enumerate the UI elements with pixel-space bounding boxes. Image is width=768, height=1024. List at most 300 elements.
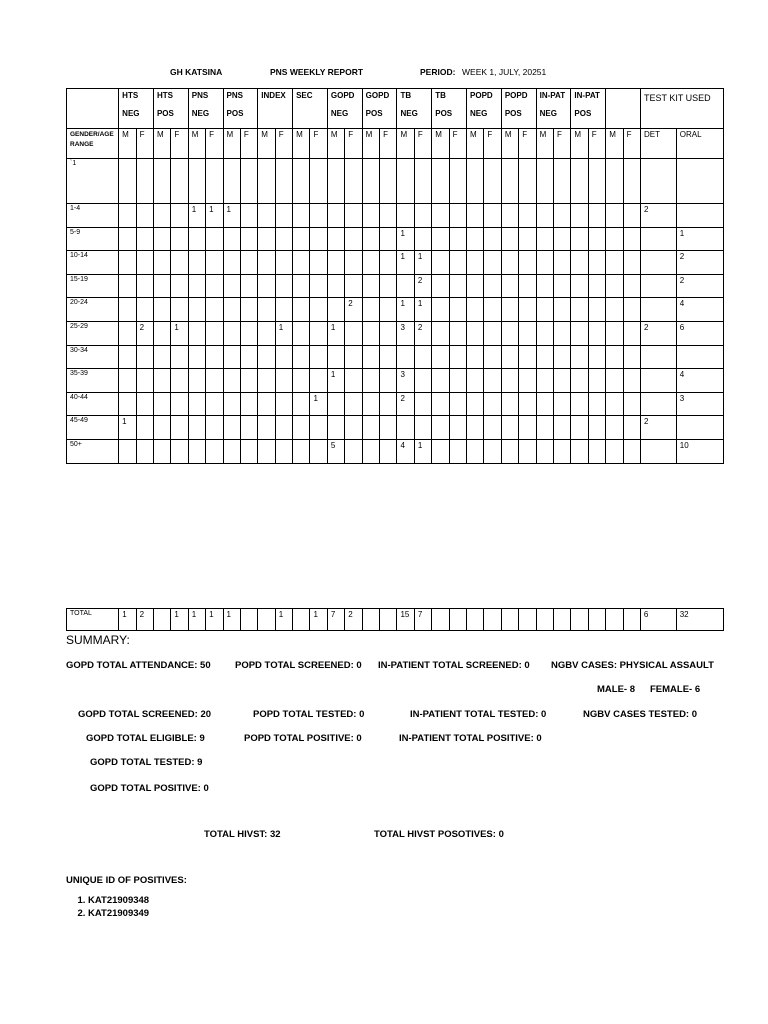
- count-cell: [223, 159, 240, 204]
- age-range-label: 35-39: [67, 369, 119, 393]
- count-cell: [606, 275, 623, 298]
- count-cell: [293, 346, 310, 369]
- count-cell: [119, 228, 136, 251]
- count-cell: [536, 298, 553, 322]
- gopd-positive: GOPD TOTAL POSITIVE: 0: [90, 783, 209, 794]
- count-cell: [153, 228, 170, 251]
- count-cell: 3: [397, 369, 414, 393]
- count-cell: [171, 159, 188, 204]
- count-cell: [327, 251, 344, 275]
- count-cell: [432, 369, 449, 393]
- count-cell: [623, 369, 640, 393]
- count-cell: [345, 322, 362, 346]
- oral-cell: 1: [676, 228, 723, 251]
- count-cell: [380, 275, 397, 298]
- count-cell: 2: [414, 322, 431, 346]
- count-cell: [240, 251, 257, 275]
- total-cell: 15: [397, 609, 414, 631]
- group-header-bottom: POS: [226, 109, 244, 118]
- count-cell: [588, 440, 605, 464]
- count-cell: [554, 204, 571, 228]
- count-cell: [501, 393, 518, 416]
- count-cell: [588, 369, 605, 393]
- count-cell: [327, 228, 344, 251]
- total-cell: 1: [310, 609, 327, 631]
- count-cell: [362, 346, 379, 369]
- group-header-bottom: NEG: [122, 109, 140, 118]
- count-cell: [258, 275, 275, 298]
- count-cell: [467, 393, 484, 416]
- det-header: DET: [640, 129, 676, 159]
- count-cell: [519, 298, 536, 322]
- count-cell: [449, 416, 466, 440]
- count-cell: [119, 298, 136, 322]
- count-cell: [432, 393, 449, 416]
- count-cell: [571, 159, 588, 204]
- det-cell: 2: [640, 204, 676, 228]
- count-cell: [519, 393, 536, 416]
- count-cell: [588, 204, 605, 228]
- oral-cell: 4: [676, 369, 723, 393]
- oral-cell: 2: [676, 251, 723, 275]
- group-header-bottom: NEG: [539, 109, 557, 118]
- period-label: PERIOD:: [420, 67, 456, 77]
- count-cell: [380, 159, 397, 204]
- count-cell: [362, 159, 379, 204]
- count-cell: [188, 416, 205, 440]
- count-cell: [501, 159, 518, 204]
- positive-id: 1. KAT21909348: [88, 894, 149, 907]
- female-header: F: [380, 129, 397, 159]
- count-cell: [467, 251, 484, 275]
- count-cell: [188, 228, 205, 251]
- total-cell: 1: [206, 609, 223, 631]
- age-range-label: 40-44: [67, 393, 119, 416]
- table-row: [67, 298, 724, 322]
- count-cell: [588, 346, 605, 369]
- count-cell: 1: [327, 322, 344, 346]
- count-cell: [484, 228, 501, 251]
- count-cell: [432, 298, 449, 322]
- table-row: [67, 204, 724, 228]
- count-cell: [275, 369, 292, 393]
- group-header-row: [67, 89, 724, 129]
- popd-screened: POPD TOTAL SCREENED: 0: [235, 660, 362, 671]
- count-cell: [623, 322, 640, 346]
- count-cell: [414, 159, 431, 204]
- count-cell: [275, 440, 292, 464]
- count-cell: [258, 298, 275, 322]
- count-cell: [119, 322, 136, 346]
- count-cell: [519, 159, 536, 204]
- male-header: M: [293, 129, 310, 159]
- count-cell: [136, 275, 153, 298]
- count-cell: [571, 440, 588, 464]
- count-cell: [240, 440, 257, 464]
- count-cell: [171, 275, 188, 298]
- count-cell: [310, 346, 327, 369]
- count-cell: [345, 251, 362, 275]
- count-cell: [606, 393, 623, 416]
- count-cell: [554, 275, 571, 298]
- count-cell: [362, 204, 379, 228]
- gender-header-row: [67, 129, 724, 159]
- total-cell: [258, 609, 275, 631]
- table-row: [67, 346, 724, 369]
- total-cell: 1: [223, 609, 240, 631]
- count-cell: [153, 440, 170, 464]
- count-cell: 1: [414, 251, 431, 275]
- count-cell: [571, 416, 588, 440]
- male-header: M: [467, 129, 484, 159]
- count-cell: [484, 393, 501, 416]
- count-cell: [310, 322, 327, 346]
- male-header: M: [501, 129, 518, 159]
- count-cell: [536, 322, 553, 346]
- count-cell: [240, 393, 257, 416]
- age-range-label: 1-4: [67, 204, 119, 228]
- count-cell: [501, 204, 518, 228]
- count-cell: [606, 298, 623, 322]
- period-value: WEEK 1, JULY, 20251: [462, 67, 547, 77]
- oral-cell: 4: [676, 298, 723, 322]
- total-cell: [501, 609, 518, 631]
- report-table: [66, 88, 724, 464]
- count-cell: [606, 228, 623, 251]
- det-cell: [640, 159, 676, 204]
- female-header: F: [519, 129, 536, 159]
- count-cell: [501, 322, 518, 346]
- group-header-bottom: POS: [365, 109, 383, 118]
- group-header-cell: [536, 89, 571, 129]
- male-header: M: [536, 129, 553, 159]
- count-cell: [119, 369, 136, 393]
- count-cell: [293, 369, 310, 393]
- count-cell: [484, 204, 501, 228]
- count-cell: [119, 204, 136, 228]
- table-row: [67, 251, 724, 275]
- group-header-top: IN-PAT: [539, 91, 566, 100]
- count-cell: [223, 251, 240, 275]
- count-cell: [432, 251, 449, 275]
- count-cell: [606, 322, 623, 346]
- count-cell: [119, 440, 136, 464]
- count-cell: [362, 251, 379, 275]
- count-cell: [397, 159, 414, 204]
- count-cell: [519, 275, 536, 298]
- count-cell: [206, 322, 223, 346]
- count-cell: [206, 228, 223, 251]
- oral-cell: [676, 416, 723, 440]
- count-cell: [519, 228, 536, 251]
- count-cell: [501, 251, 518, 275]
- count-cell: [380, 346, 397, 369]
- total-cell: 2: [136, 609, 153, 631]
- oral-cell: 3: [676, 393, 723, 416]
- count-cell: [206, 275, 223, 298]
- count-cell: [310, 275, 327, 298]
- count-cell: 1: [327, 369, 344, 393]
- det-cell: 2: [640, 322, 676, 346]
- count-cell: [362, 440, 379, 464]
- count-cell: [501, 440, 518, 464]
- age-range-label: 20-24: [67, 298, 119, 322]
- summary-title: SUMMARY:: [66, 633, 130, 647]
- female-header: F: [345, 129, 362, 159]
- count-cell: [397, 416, 414, 440]
- count-cell: [293, 204, 310, 228]
- count-cell: 1: [171, 322, 188, 346]
- count-cell: [380, 369, 397, 393]
- oral-cell: 2: [676, 275, 723, 298]
- count-cell: [554, 416, 571, 440]
- count-cell: [153, 416, 170, 440]
- oral-cell: [676, 159, 723, 204]
- group-header-bottom: POS: [156, 109, 174, 118]
- gopd-eligible: GOPD TOTAL ELIGIBLE: 9: [86, 733, 205, 744]
- count-cell: [171, 298, 188, 322]
- count-cell: [484, 440, 501, 464]
- count-cell: [571, 275, 588, 298]
- count-cell: 1: [310, 393, 327, 416]
- total-cell: 1: [119, 609, 136, 631]
- count-cell: 1: [206, 204, 223, 228]
- count-cell: [467, 369, 484, 393]
- count-cell: [449, 440, 466, 464]
- total-table: [66, 608, 724, 631]
- inpatient-positive: IN-PATIENT TOTAL POSITIVE: 0: [399, 733, 542, 744]
- total-cell: [623, 609, 640, 631]
- count-cell: [188, 369, 205, 393]
- count-cell: [519, 204, 536, 228]
- count-cell: [554, 159, 571, 204]
- count-cell: [571, 204, 588, 228]
- count-cell: [606, 251, 623, 275]
- count-cell: [484, 298, 501, 322]
- count-cell: [153, 204, 170, 228]
- count-cell: [380, 416, 397, 440]
- det-cell: [640, 369, 676, 393]
- total-cell: [519, 609, 536, 631]
- count-cell: [467, 416, 484, 440]
- count-cell: [136, 440, 153, 464]
- count-cell: [258, 251, 275, 275]
- ngbv-male: MALE- 8: [597, 684, 635, 695]
- count-cell: [310, 204, 327, 228]
- det-cell: 2: [640, 416, 676, 440]
- group-header-top: TB: [435, 91, 446, 100]
- count-cell: [449, 251, 466, 275]
- count-cell: [206, 393, 223, 416]
- count-cell: [275, 393, 292, 416]
- count-cell: [327, 346, 344, 369]
- count-cell: [414, 393, 431, 416]
- count-cell: [432, 416, 449, 440]
- count-cell: [223, 393, 240, 416]
- age-range-label: 25-29: [67, 322, 119, 346]
- count-cell: [293, 159, 310, 204]
- count-cell: [484, 416, 501, 440]
- count-cell: [536, 251, 553, 275]
- count-cell: [536, 369, 553, 393]
- count-cell: [554, 369, 571, 393]
- count-cell: 4: [397, 440, 414, 464]
- group-header-cell: [432, 89, 467, 129]
- det-cell: [640, 440, 676, 464]
- count-cell: [171, 228, 188, 251]
- gopd-screened: GOPD TOTAL SCREENED: 20: [78, 709, 212, 720]
- count-cell: [571, 346, 588, 369]
- count-cell: [536, 159, 553, 204]
- count-cell: [501, 369, 518, 393]
- count-cell: [258, 346, 275, 369]
- count-cell: [588, 251, 605, 275]
- female-header: F: [275, 129, 292, 159]
- count-cell: [554, 298, 571, 322]
- count-cell: [414, 228, 431, 251]
- count-cell: [188, 275, 205, 298]
- count-cell: [345, 346, 362, 369]
- count-cell: 1: [397, 251, 414, 275]
- count-cell: [171, 346, 188, 369]
- total-cell: 1: [171, 609, 188, 631]
- total-cell: 1: [275, 609, 292, 631]
- count-cell: [449, 322, 466, 346]
- group-header-top: SEC: [296, 91, 313, 100]
- male-header: M: [362, 129, 379, 159]
- count-cell: [362, 228, 379, 251]
- count-cell: [223, 322, 240, 346]
- male-header: M: [119, 129, 136, 159]
- count-cell: [171, 440, 188, 464]
- count-cell: [554, 251, 571, 275]
- count-cell: [623, 275, 640, 298]
- ngbv-cases: NGBV CASES: PHYSICAL ASSAULT: [551, 660, 714, 671]
- count-cell: [623, 440, 640, 464]
- total-row: [67, 609, 724, 631]
- table-row: [67, 275, 724, 298]
- count-cell: [449, 159, 466, 204]
- count-cell: 2: [397, 393, 414, 416]
- count-cell: [380, 298, 397, 322]
- group-header-top: POPD: [470, 91, 493, 100]
- total-hivst-positives: TOTAL HIVST POSOTIVES: 0: [374, 829, 504, 840]
- group-header-bottom: NEG: [470, 109, 488, 118]
- count-cell: [467, 159, 484, 204]
- count-cell: [536, 393, 553, 416]
- count-cell: [519, 251, 536, 275]
- group-header-top: PNS: [226, 91, 243, 100]
- count-cell: [432, 204, 449, 228]
- count-cell: [327, 298, 344, 322]
- table-row: [67, 228, 724, 251]
- group-header-top: HTS: [122, 91, 139, 100]
- count-cell: [275, 346, 292, 369]
- count-cell: [536, 346, 553, 369]
- count-cell: [606, 416, 623, 440]
- count-cell: [293, 440, 310, 464]
- total-cell: 7: [327, 609, 344, 631]
- total-cell: [240, 609, 257, 631]
- oral-cell: [676, 346, 723, 369]
- total-cell: [432, 609, 449, 631]
- count-cell: [310, 251, 327, 275]
- total-cell: [571, 609, 588, 631]
- group-header-bottom: POS: [504, 109, 522, 118]
- count-cell: [623, 416, 640, 440]
- female-header: F: [554, 129, 571, 159]
- count-cell: [554, 322, 571, 346]
- total-cell: [484, 609, 501, 631]
- count-cell: [240, 322, 257, 346]
- count-cell: [623, 298, 640, 322]
- count-cell: [588, 322, 605, 346]
- count-cell: [136, 298, 153, 322]
- group-header-top: PNS: [191, 91, 209, 100]
- age-range-label: `1: [67, 159, 119, 204]
- count-cell: [536, 416, 553, 440]
- count-cell: [380, 440, 397, 464]
- group-header-cell: [501, 89, 536, 129]
- count-cell: [275, 159, 292, 204]
- count-cell: [310, 298, 327, 322]
- count-cell: [275, 275, 292, 298]
- group-header-cell: [467, 89, 502, 129]
- count-cell: [119, 393, 136, 416]
- count-cell: [240, 275, 257, 298]
- count-cell: 1: [397, 228, 414, 251]
- table-row: [67, 322, 724, 346]
- gender-age-header: [67, 129, 119, 159]
- female-header: F: [310, 129, 327, 159]
- positives-list: [70, 894, 149, 920]
- count-cell: [432, 228, 449, 251]
- positives-heading: UNIQUE ID OF POSITIVES:: [66, 875, 187, 886]
- count-cell: [153, 322, 170, 346]
- oral-cell: 6: [676, 322, 723, 346]
- count-cell: [258, 204, 275, 228]
- male-header: M: [327, 129, 344, 159]
- count-cell: [623, 228, 640, 251]
- count-cell: [501, 416, 518, 440]
- group-header-bottom: POS: [435, 109, 453, 118]
- count-cell: [188, 346, 205, 369]
- female-header: F: [171, 129, 188, 159]
- female-header: F: [623, 129, 640, 159]
- count-cell: [432, 159, 449, 204]
- group-header-cell: [223, 89, 258, 129]
- count-cell: [571, 251, 588, 275]
- count-cell: [188, 322, 205, 346]
- count-cell: [345, 228, 362, 251]
- report-title: PNS WEEKLY REPORT: [270, 67, 364, 77]
- group-header-cell: [293, 89, 328, 129]
- table-row: [67, 440, 724, 464]
- popd-positive: POPD TOTAL POSITIVE: 0: [244, 733, 362, 744]
- age-range-label: 30-34: [67, 346, 119, 369]
- count-cell: [206, 346, 223, 369]
- count-cell: [536, 204, 553, 228]
- count-cell: [606, 346, 623, 369]
- total-cell: 1: [188, 609, 205, 631]
- count-cell: [501, 346, 518, 369]
- count-cell: [275, 416, 292, 440]
- count-cell: [397, 204, 414, 228]
- count-cell: [240, 298, 257, 322]
- count-cell: [171, 393, 188, 416]
- count-cell: [310, 369, 327, 393]
- count-cell: [171, 369, 188, 393]
